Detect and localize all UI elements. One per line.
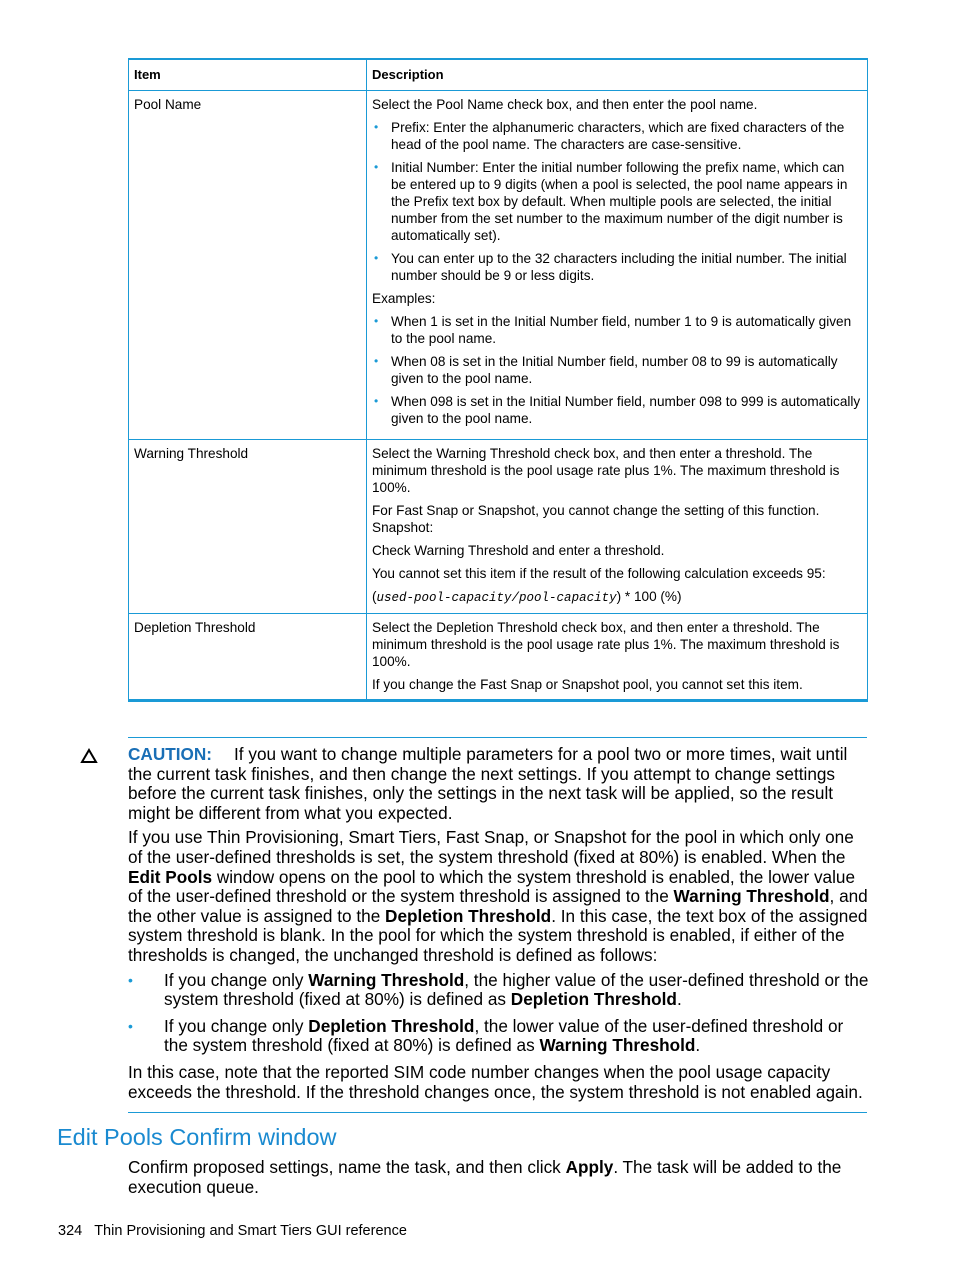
item-cell: Depletion Threshold bbox=[129, 614, 367, 701]
text-run: , and the other value is assigned to the bbox=[128, 886, 868, 926]
bullet-icon: • bbox=[374, 251, 379, 265]
caution-bullet-list bbox=[128, 971, 869, 1056]
bullet-list bbox=[372, 313, 861, 427]
bold-term: Depletion Threshold bbox=[385, 905, 552, 926]
page-footer bbox=[58, 1223, 407, 1239]
bold-term: Apply bbox=[565, 1157, 614, 1177]
footer-title: Thin Provisioning and Smart Tiers GUI reference bbox=[94, 1223, 407, 1239]
item-cell: Warning Threshold bbox=[129, 440, 367, 614]
text-run: . bbox=[676, 989, 682, 1010]
bold-term: Warning Threshold bbox=[308, 969, 465, 990]
text-run: window opens on the pool to which the system threshold is enabled, the lower value of the user-defined threshold or the system threshold is assigned to the bbox=[128, 866, 856, 907]
page-number: 324 bbox=[58, 1223, 83, 1239]
bullet-icon: • bbox=[374, 160, 379, 174]
reference-table bbox=[128, 58, 868, 702]
caution-bullet-item bbox=[128, 971, 869, 1010]
list-item-text: You can enter up to the 32 characters including the initial number. The initial number should be 9 or less digits. bbox=[391, 251, 847, 283]
list-item-text: When 1 is set in the Initial Number field, number 1 to 9 is automatically given to the pool name. bbox=[391, 314, 852, 346]
description-cell bbox=[367, 91, 868, 440]
formula bbox=[372, 588, 861, 607]
formula-code: used-pool-capacity/pool-capacity bbox=[376, 591, 617, 605]
bullet-icon: • bbox=[128, 971, 133, 988]
text-run: . bbox=[695, 1035, 701, 1056]
description-paragraph: Select the Pool Name check box, and then enter the pool name. bbox=[372, 97, 758, 112]
text-run: . In this case, the text box of the assigned system threshold is blank. In the pool for which the system threshold is enabled, if either of the thresholds is changed, the unchanged threshold is defined as follows: bbox=[128, 905, 868, 965]
caution-text: If you want to change multiple parameters for a pool two or more times, wait until the current task finishes, and then change the next settings. If you attempt to change settings before the current task finishes, only the settings in the next task will be applied, so the result might be different from what you expected. bbox=[128, 744, 848, 823]
caution-top-rule bbox=[128, 737, 867, 738]
description-paragraph: You cannot set this item if the result of the following calculation exceeds 95: bbox=[372, 566, 826, 581]
description-paragraph: Examples: bbox=[372, 291, 436, 306]
list-item bbox=[372, 353, 861, 387]
formula-close: ) * 100 (%) bbox=[616, 589, 682, 604]
bullet-list bbox=[372, 119, 861, 284]
description-cell bbox=[367, 440, 868, 614]
bullet-icon: • bbox=[374, 120, 379, 134]
description-paragraph: If you change the Fast Snap or Snapshot pool, you cannot set this item. bbox=[372, 677, 803, 692]
list-item bbox=[372, 250, 861, 284]
header-description: Description bbox=[367, 59, 868, 91]
section-body bbox=[128, 1158, 869, 1197]
table-row bbox=[129, 440, 868, 614]
list-item bbox=[372, 313, 861, 347]
caution-block bbox=[128, 745, 869, 1107]
caution-closing-paragraph: In this case, note that the reported SIM code number changes when the pool usage capacity exceeds the threshold. If the threshold changes once, the system threshold is not enabled again. bbox=[128, 1061, 863, 1102]
text-run: , the higher value of the user-defined threshold or the system threshold (fixed at 80%) is defined as bbox=[164, 969, 869, 1010]
item-cell: Pool Name bbox=[129, 91, 367, 440]
formula-open: ( bbox=[372, 589, 377, 604]
list-item bbox=[372, 393, 861, 427]
bold-term: Depletion Threshold bbox=[510, 989, 677, 1010]
bullet-icon: • bbox=[374, 314, 379, 328]
bold-term: Depletion Threshold bbox=[308, 1015, 475, 1036]
description-paragraph: For Fast Snap or Snapshot, you cannot change the setting of this function. Snapshot: bbox=[372, 503, 820, 535]
text-run: If you change only bbox=[164, 969, 309, 990]
text-run: . The task will be added to the execution queue. bbox=[128, 1157, 842, 1197]
list-item-text: When 08 is set in the Initial Number field, number 08 to 99 is automatically given to the pool name. bbox=[391, 354, 838, 386]
header-item: Item bbox=[129, 59, 367, 91]
bullet-icon: • bbox=[128, 1017, 133, 1034]
section-heading: Edit Pools Confirm window bbox=[57, 1124, 337, 1150]
list-item-text: Initial Number: Enter the initial number following the prefix name, which can be entered up to 9 digits (when a pool is selected, the pool name appears in the Prefix text box by default. When multiple pools are selected, the initial number from the set number to the maximum number of the digit number is automatically set). bbox=[391, 160, 848, 243]
description-paragraph: Select the Depletion Threshold check box, and then enter a threshold. The minimum threshold is the pool usage rate plus 1%. The maximum threshold is 100%. bbox=[372, 620, 840, 669]
description-cell bbox=[367, 614, 868, 701]
description-paragraph: Select the Warning Threshold check box, and then enter a threshold. The minimum threshold is the pool usage rate plus 1%. The maximum threshold is 100%. bbox=[372, 446, 840, 495]
list-item-text: When 098 is set in the Initial Number field, number 098 to 999 is automatically given to the pool name. bbox=[391, 394, 861, 426]
caution-paragraph bbox=[128, 745, 869, 823]
caution-icon bbox=[80, 748, 98, 764]
table-row bbox=[129, 91, 868, 440]
caution-label: CAUTION: bbox=[128, 744, 213, 764]
list-item-text: Prefix: Enter the alphanumeric characters, which are fixed characters of the head of the pool name. The characters are case-sensitive. bbox=[391, 120, 845, 152]
bullet-icon: • bbox=[374, 354, 379, 368]
caution-threshold-paragraph bbox=[128, 828, 869, 965]
text-run: Confirm proposed settings, name the task, and then click bbox=[128, 1157, 566, 1177]
list-item bbox=[372, 159, 861, 244]
table-row bbox=[129, 614, 868, 701]
bullet-icon: • bbox=[374, 394, 379, 408]
bold-term: Warning Threshold bbox=[539, 1035, 696, 1056]
description-paragraph: Check Warning Threshold and enter a threshold. bbox=[372, 543, 665, 558]
table-body bbox=[129, 91, 868, 701]
text-run: , the lower value of the user-defined threshold or the system threshold (fixed at 80%) is defined as bbox=[164, 1015, 844, 1056]
text-run: If you change only bbox=[164, 1015, 309, 1036]
caution-bullet-item bbox=[128, 1017, 869, 1056]
list-item bbox=[372, 119, 861, 153]
bold-term: Edit Pools bbox=[128, 866, 213, 887]
bold-term: Warning Threshold bbox=[673, 886, 830, 907]
table-header-row bbox=[129, 59, 868, 91]
caution-bottom-rule bbox=[128, 1112, 867, 1113]
text-run: If you use Thin Provisioning, Smart Tiers, Fast Snap, or Snapshot for the pool in which only one of the user-defined thresholds is set, the system threshold (fixed at 80%) is enabled. When the bbox=[128, 827, 854, 867]
